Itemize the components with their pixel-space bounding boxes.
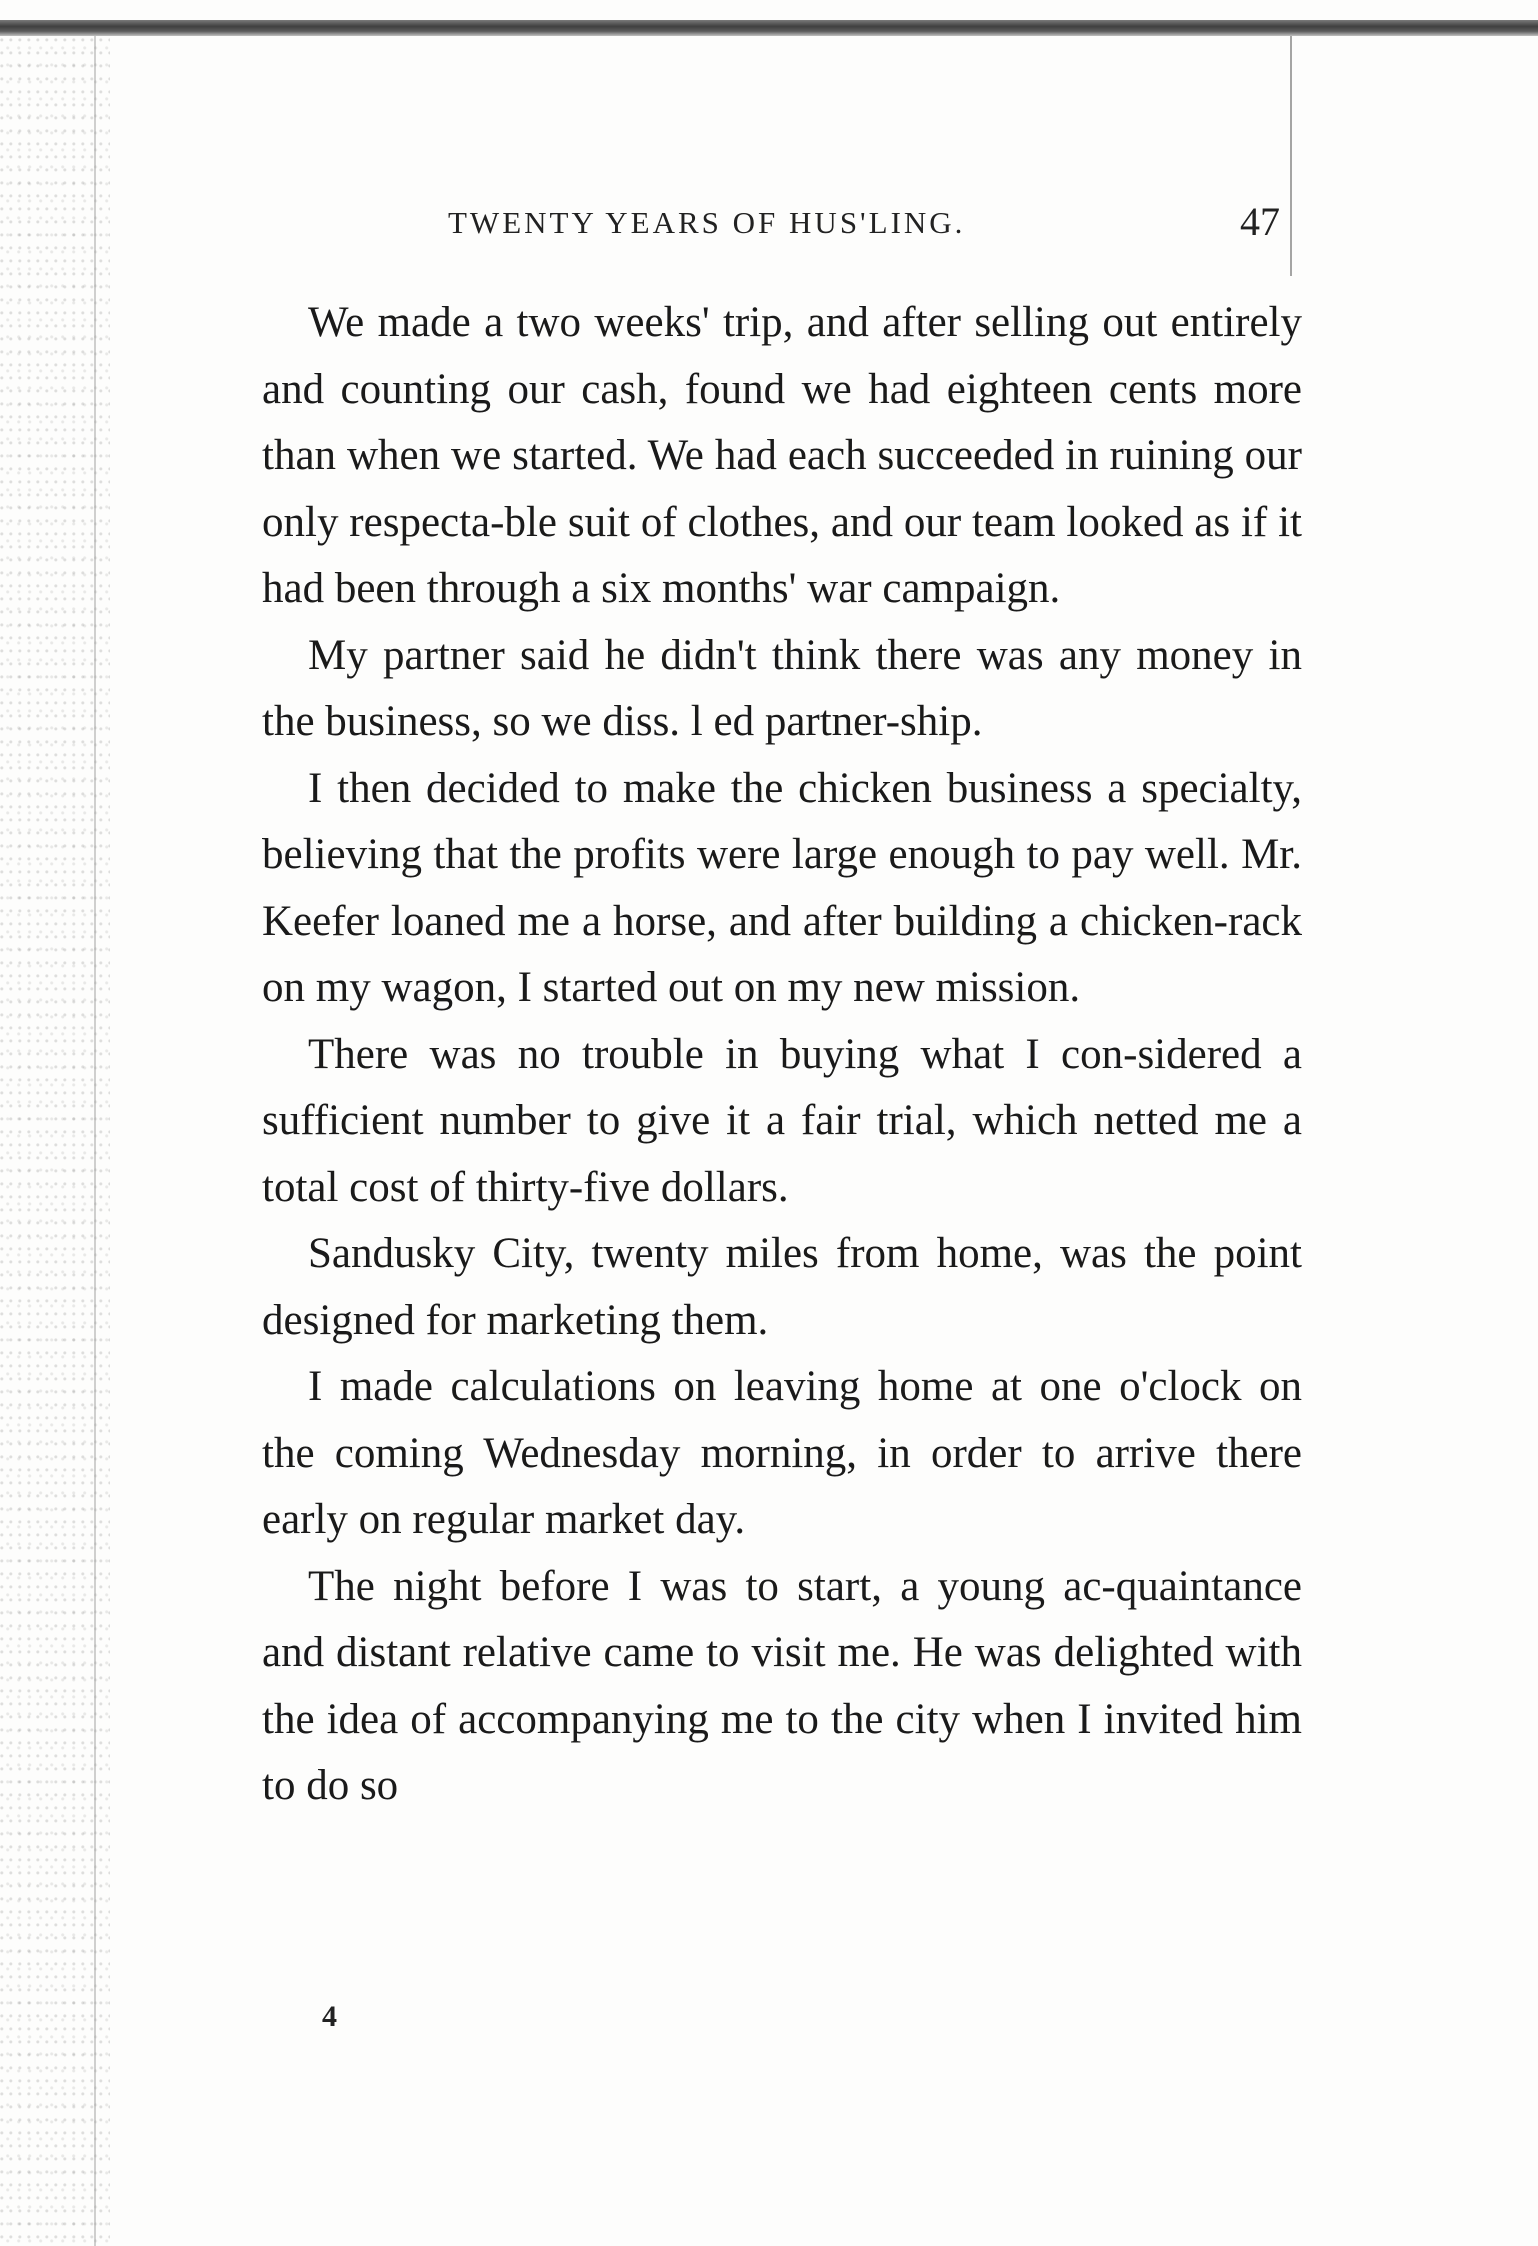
paragraph-1: We made a two weeks' trip, and after selling out entirely and counting our cash, found we had eighteen cents more than when we started. We had each succeeded in ruining our only respecta-ble suit of clothes, and our team looked as if it had been through a six months' war campaign. bbox=[262, 299, 1302, 612]
paragraph-6: I made calculations on leaving home at one o'clock on the coming Wednesday morning, in order to arrive there early on regular market day. bbox=[262, 1363, 1302, 1543]
page-number: 47 bbox=[1240, 199, 1280, 244]
paragraph-4: There was no trouble in buying what I con-sidered a sufficient number to give it a fair trial, which netted me a total cost of thirty-five dollars. bbox=[262, 1030, 1302, 1211]
paragraph-5: Sandusky City, twenty miles from home, was the point designed for marketing them. bbox=[262, 1230, 1302, 1344]
paragraph-2: My partner said he didn't think there was any money in the business, so we diss. l ed partner-ship. bbox=[262, 631, 1302, 745]
paragraph-7: The night before I was to start, a young ac-quaintance and distant relative came to visit me. He was delighted with the idea of accompanying me to the city when I invited him to do so bbox=[262, 1562, 1302, 1809]
running-head: TWENTY YEARS OF HUS'LING. bbox=[448, 205, 966, 240]
body-text bbox=[262, 290, 1302, 1820]
signature-mark: 4 bbox=[322, 2000, 337, 2033]
scan-top-border bbox=[0, 20, 1538, 36]
paragraph-3: I then decided to make the chicken business a specialty, believing that the profits were large enough to pay well. Mr. Keefer loaned me a horse, and after building a chicken-rack on my wagon, I started out on my new mission. bbox=[262, 764, 1302, 1011]
scan-margin-line bbox=[1290, 36, 1292, 276]
scan-gutter-line bbox=[94, 36, 96, 2246]
